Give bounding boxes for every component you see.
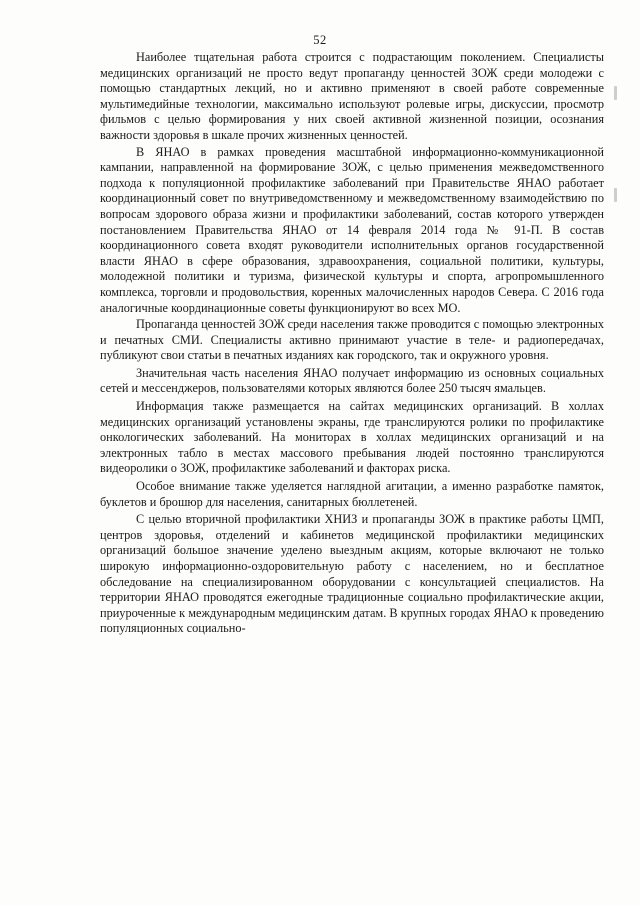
paragraph: Значительная часть населения ЯНАО получает информацию из основных социальных сетей и мессенджеров, пользователями которых являются более 250 тысяч ямальцев.	[100, 365, 604, 396]
paragraph: Особое внимание также уделяется наглядной агитации, а именно разработке памяток, буклетов и брошюр для населения, санитарных бюллетеней.	[100, 479, 604, 509]
paragraph: В ЯНАО в рамках проведения масштабной информационно-коммуникационной кампании, направленной на формирование ЗОЖ, с целью применения межведомственного подхода к популяционной профилактике заболеваний при Правительстве ЯНАО работает координационный совет по внутриведомственному и межведомственному взаимодействию по вопросам здорового образа жизни и профилактики заболеваний, состав которого утвержден постановлением Правительства ЯНАО от 14 февраля 2014 года № 91-П. В состав координационного совета входят руководители исполнительных органов государственной власти ЯНАО в сфере образования, здравоохранения, социальной политики, культуры, молодежной политики и туризма, физической культуры и спорта, агропромышленного комплекса, торговли и продовольствия, коренных малочисленных народов Севера. С 2016 года аналогичные координационные советы функционируют во всех МО.	[100, 144, 604, 315]
page-number: 52	[313, 33, 327, 47]
paragraph: Наиболее тщательная работа строится с подрастающим поколением. Специалисты медицинских организаций не просто ведут пропаганду ценностей ЗОЖ среди молодежи с помощью стандартных лекций, но и активно применяют в своей работе современные мультимедийные технологии, максимально используют ролевые игры, дискуссии, просмотр фильмов с целью формирования у них своей активной жизненной позиции, осознания важности здоровья в шкале прочих жизненных ценностей.	[100, 50, 604, 142]
paragraph: С целью вторичной профилактики ХНИЗ и пропаганды ЗОЖ в практике работы ЦМП, центров здоровья, отделений и кабинетов медицинской профилактики медицинских организаций большое значение уделено выездным акциям, которые включают не только широкую информационно-оздоровительную работу с населением, но и бесплатное обследование на специализированном оборудовании с консультацией специалистов. На территории ЯНАО проводятся ежегодные традиционные социально профилактические акции, приуроченные к международным медицинским датам. В крупных городах ЯНАО к проведению популяционных социально-	[100, 512, 604, 636]
paragraph: Информация также размещается на сайтах медицинских организаций. В холлах медицинских организаций установлены экраны, где транслируются ролики по профилактике онкологических заболеваний. На мониторах в холлах медицинских организаций и на электронных табло в местах массового пребывания людей постоянно транслируются видеоролики о ЗОЖ, профилактике заболеваний и факторах риска.	[100, 399, 604, 476]
scan-margin-mark	[614, 86, 617, 100]
paragraph: Пропаганда ценностей ЗОЖ среди населения также проводится с помощью электронных и печатных СМИ. Специалисты активно принимают участие в теле- и радиопередачах, публикуют свои статьи в печатных изданиях как городского, так и окружного уровня.	[100, 317, 604, 363]
document-body	[100, 50, 604, 638]
scan-margin-mark	[614, 188, 617, 202]
